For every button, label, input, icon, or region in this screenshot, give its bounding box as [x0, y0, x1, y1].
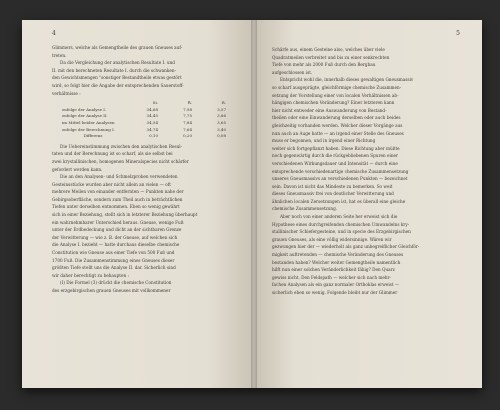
text-line: Hypothese eines durchgreifenden chemischen Umwandelns kry-	[272, 221, 410, 227]
table-cell: 3,57	[217, 106, 226, 112]
table-row	[62, 107, 232, 114]
text-line: gefordert werden kann.	[52, 166, 103, 172]
text-line: hier nicht entweder eine Auswanderung von Bestand-	[272, 107, 387, 113]
text-line: gezwungen hier der — wiederholt als ganz unbegreiflicher Gleichför-	[272, 244, 420, 250]
text-line: gewiss nicht. Den Feldspath — welcher sich nach mehr-	[272, 274, 391, 280]
table-cell: 34,45	[146, 113, 158, 119]
table-cell: 7,75	[183, 113, 192, 119]
text-line: Glimmers, welche als Gemengtheile des grauen Gneuses auf-	[52, 45, 183, 50]
row-label: zufolge der Analyse I.	[62, 106, 107, 112]
table-row	[62, 133, 232, 140]
text-line: Da die Vergleichung der analytischen Resultate I. und	[60, 60, 175, 66]
text-line: weiter sich fortgepflanzt haben. Diese Richtung aber müßte	[272, 145, 400, 151]
text-line: sicherlich eben so wenig. Folgende bleibt nur der Glimmer	[272, 290, 398, 295]
table-cell: 34,74	[146, 126, 158, 132]
text-line: stallinischer Schiefergesteine, und in specie des Erzgebirgischen	[272, 229, 411, 235]
text-line: 1700 Fuß. Die Zusammenstimmung eines Gneuses dieser	[52, 257, 175, 263]
text-line: Tiefe von mehr als 2000 Fuß durch den Bergbau	[272, 62, 376, 68]
table-row	[62, 120, 232, 127]
text-line: wir daher berechtigt zu behaupten :	[52, 272, 129, 278]
text-line: II. mit den berechneten Resultate I. durch die schwanken-	[52, 67, 177, 73]
text-line: der Verwitterung — wie z. B. der Gneuse, auf welchen sich	[52, 234, 178, 240]
text-line: Constitution wie Gneuse aus einer Tiefe von 500 Fuß und	[52, 250, 175, 256]
text-line: chemische Zusammensetzung.	[272, 206, 338, 212]
text-line: größten Tiefe stellt uns die Analyse II. dar. Sicherlich sind	[52, 265, 176, 271]
text-line: taten und der Berechnung ist so scharf, als sie selbst bei	[52, 151, 173, 157]
text-line: ähnlichen localen Zersetzungen ist, hat es überall eine gleiche	[272, 198, 406, 204]
text-line: treten.	[52, 52, 67, 58]
table-cell: 3,65	[217, 119, 226, 125]
text-line: setzung der Vorstellung einer von localen Verhältnissen ab-	[272, 92, 399, 98]
text-line: unter der Erdbedeckung und dicht an der sichtbaren Grenze	[52, 227, 182, 233]
row-label: im Mittel beider Analysen	[62, 119, 115, 125]
text-line: mehrere Meilen von einander entfernten — Punkten nahe der	[52, 189, 184, 195]
table-cell: 34,68	[146, 106, 158, 112]
table-cell: 34,54	[146, 119, 158, 125]
text-line: sich in einer Beziehung, stellt sich in letzterer Beziehung überhaupt	[52, 212, 198, 218]
table-row	[62, 127, 232, 134]
right-page	[254, 20, 482, 388]
text-line: ein wahrnehmbarer Unterschied heraus. Gneuse, wenige Fuß	[52, 219, 184, 225]
row-label: Differenz	[83, 133, 103, 139]
text-line: so scharf ausgeprägte, gleichförmige chemische Zusammen-	[272, 84, 402, 90]
right-page-number: 5	[456, 30, 460, 37]
text-line: zwei krystallinischen, homogenen Mineralspecies nicht schärfer	[52, 158, 189, 164]
text-line: Die an den Analysen- und Schmelzproben verwendeten	[60, 174, 178, 180]
text-line: bestanden haben? Welcher weiter Gemengtheile namentlich	[272, 259, 401, 265]
text-line: nun auch an Auge hatte — an irgend einer Stelle des Gneuses	[272, 130, 404, 136]
text-line: aufgeschlossen ist.	[272, 69, 313, 75]
table-cell: 0,10	[149, 133, 158, 139]
text-line: grauen Gneuses, als eine völlig widersinnige. Wären wir	[272, 236, 392, 242]
book-gutter	[251, 20, 257, 388]
table-cell: 7,64	[183, 126, 192, 132]
table-cell: 0,20	[183, 133, 192, 139]
text-line: Gebirgsoberfläche, sondern zum Theil auch in beträchtlichen	[52, 196, 183, 202]
text-line: dieses Gneusmassiv frei von deutlicher Verwitterung und	[272, 191, 394, 197]
table-cell: 7,84	[183, 119, 192, 125]
table-header: R.	[221, 100, 226, 106]
open-book	[22, 20, 482, 388]
text-line: die Analyse I. bezieht — hatte durchaus dieselbe chemische	[52, 242, 180, 248]
row-label: zufolge der Berechnung I.	[62, 126, 115, 132]
left-page-text	[52, 44, 238, 295]
table-row	[62, 113, 232, 120]
text-line: hängigen chemischen Veränderung? Einer letzteren kann	[272, 100, 395, 106]
text-line: verschiedenen Wirkungsdauer und Intensität — durch eine	[272, 160, 398, 166]
table-header: Si.	[152, 100, 158, 106]
text-line: noch gegenwärtig durch die rückgebliebenen Spuren einer	[272, 153, 398, 159]
text-line: Tiefen unter derselben entnommen. Eben so wenig gewährt	[52, 204, 180, 210]
text-line: unseres Gneusmassivs an verschiedenen Punkten — bezeichnet	[272, 176, 408, 182]
table-cell: 0,08	[217, 133, 226, 139]
table-cell: 3,86	[217, 113, 226, 119]
text-line: (I) Die Formel (3) drückt die chemische Constitution	[60, 280, 172, 286]
text-line: Aber noch von einer anderen Seite her erweist sich die	[280, 214, 398, 220]
text-line: hilft nun einer solchen Veränderlichkeit fähig? Den Quarz	[272, 267, 395, 273]
text-line: gleichzeitig vorhanden werden. Welcher dieser Vorgänge aus	[272, 122, 403, 128]
text-line: Schärfe aus, einem Gesteine also, welches über viele	[272, 47, 385, 52]
text-line: Entspricht wohl die, innerhalb dieses gewaltigen Gneusmassiv	[280, 77, 414, 83]
text-line: muss er begonnen, und in irgend einer Richtung	[272, 138, 376, 144]
table-header: R̈.	[187, 100, 192, 106]
text-line: des erzgebirgischen grauen Gneuses mit vollkommener	[52, 288, 171, 293]
right-page-text	[272, 46, 460, 297]
table-header-row	[62, 100, 232, 107]
table-cell: 7,98	[183, 106, 192, 112]
left-page-number: 4	[52, 30, 56, 37]
text-line: entsprechende verschiedenartige chemische Zusammensetzung	[272, 168, 409, 174]
text-line: sein. Davon ist nicht das Mindeste zu bemerken. So weit	[272, 183, 393, 189]
text-line: den Gewichtsmengen "sonstiger Bestandtheile etwas gestört	[52, 75, 182, 81]
oxygen-ratio-table	[62, 100, 232, 140]
text-line: Quadratmeilen verbreitet und bis zu einer senkrechten	[272, 54, 390, 60]
text-line: Die Uebereinstimmung zwischen den analytischen Resul-	[60, 143, 183, 149]
text-line: verhältnisse :	[52, 90, 81, 96]
text-line: fachen Analysen als ein ganz normaler Orthoklas erweist —	[272, 282, 400, 288]
text-line: wird, so folgt hier die Angabe der entsprechenden Sauerstoff-	[52, 82, 184, 88]
text-line: Gesteinsstücke wurden aber nicht allein an vielen — oft	[52, 181, 171, 187]
table-cell: 3,40	[217, 126, 226, 132]
row-label: zufolge der Analyse II.	[62, 113, 108, 119]
left-page	[22, 20, 254, 388]
text-line: theilen oder eine Einwanderung derselben oder auch beides	[272, 115, 401, 121]
text-line: migkeit auftretenden — chemische Veränderung des Gneuses	[272, 252, 404, 258]
